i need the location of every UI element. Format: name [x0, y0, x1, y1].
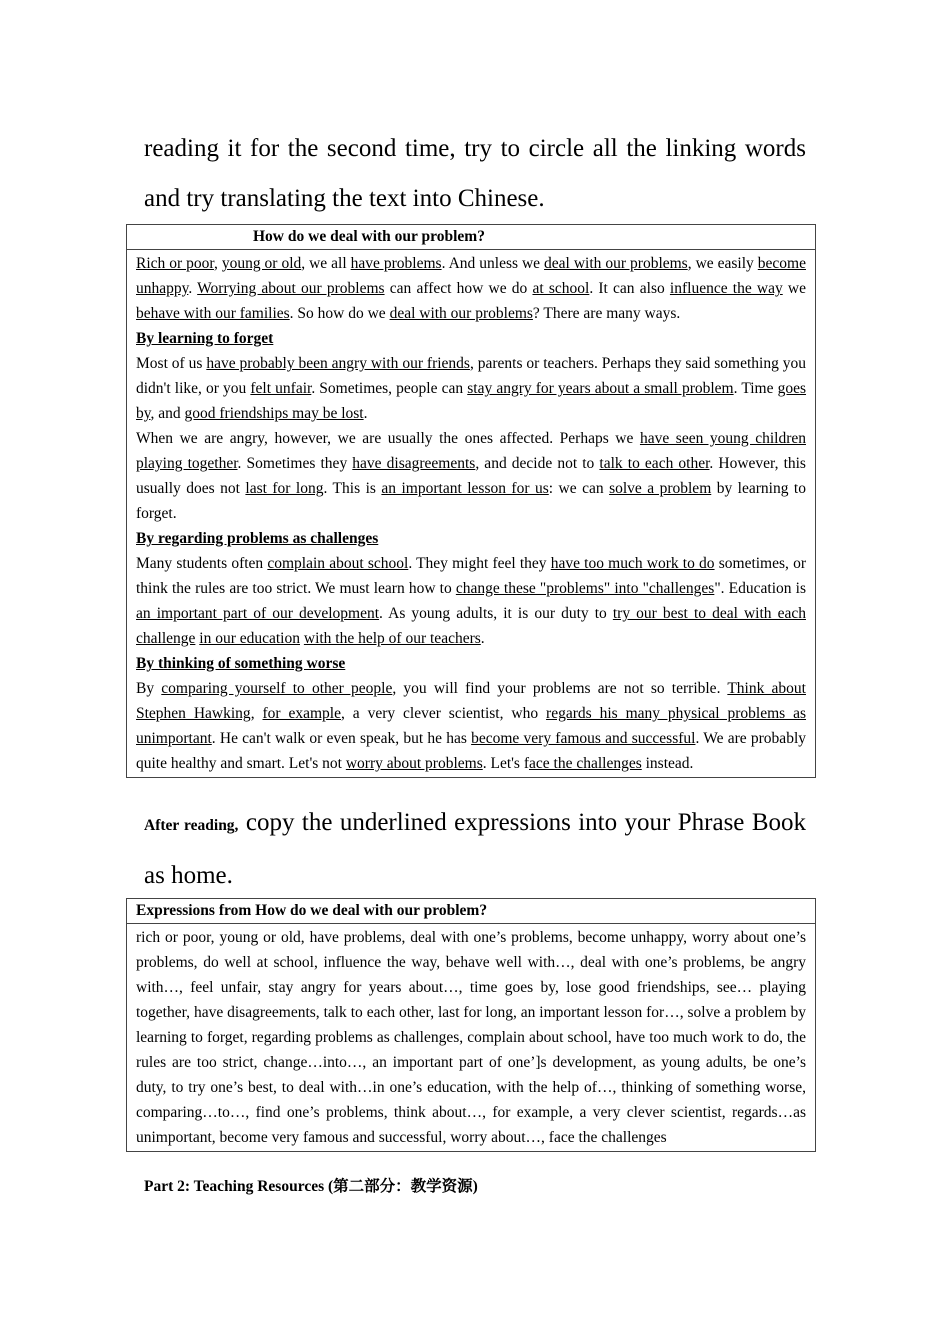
underlined-expression: Think about Stephen Hawking [136, 680, 806, 722]
underlined-expression: become very famous and successful [471, 730, 696, 747]
underlined-expression: talk to each other [599, 455, 710, 472]
underlined-expression: have too much work to do [550, 555, 715, 572]
passage-text: . Let's f [482, 755, 529, 772]
passage-text: ? There are many ways. [532, 305, 681, 322]
passage-text: . So how do we [289, 305, 390, 322]
passage-text: , a very clever scientist, who [340, 705, 547, 722]
passage-text: Many students often [136, 555, 268, 572]
passage-text: . Time [733, 380, 778, 397]
underlined-expression: for example [262, 705, 341, 722]
passage-text: , [250, 705, 263, 722]
passage-text: . [188, 280, 198, 297]
underlined-expression: influence the way [669, 280, 783, 297]
underlined-expression: in our education [199, 630, 300, 647]
expressions-table [126, 898, 816, 1152]
expressions-title: Expressions from How do we deal with our problem? [127, 899, 816, 924]
part2-heading: Part 2: Teaching Resources (第二部分：教学资源) [144, 1178, 478, 1195]
passage-title: How do we deal with our problem? [127, 225, 816, 250]
underlined-expression: an important lesson for us [381, 480, 549, 497]
passage-text: . It can also [589, 280, 670, 297]
underlined-expression: regards his many physical problems as unimportant [136, 705, 807, 747]
passage-text: we [782, 280, 806, 297]
passage-text: Most of us [136, 355, 207, 372]
passage-text: . As young adults, it is our duty to [379, 605, 613, 622]
passage-text: , you will find your problems are not so terrible. [392, 680, 728, 697]
underlined-expression: young or old [221, 255, 302, 272]
underlined-expression: have problems [350, 255, 442, 272]
passage-text: . And unless we [441, 255, 545, 272]
section-heading: By regarding problems as challenges [136, 530, 379, 547]
passage-text: , and decide not to [475, 455, 600, 472]
passage-body [127, 250, 816, 778]
passage-table [126, 224, 816, 778]
passage-text: ". Education is [714, 580, 806, 597]
passage-text: . They might feel they [408, 555, 551, 572]
underlined-expression: Rich or poor [136, 255, 214, 272]
underlined-expression: worry about problems [345, 755, 483, 772]
underlined-expression: goes by [136, 380, 807, 422]
passage-paragraph [136, 551, 806, 651]
underlined-expression: become unhappy [136, 255, 806, 297]
underlined-expression: stay angry for years about a small problem [467, 380, 734, 397]
intro-instruction: reading it for the second time, try to circle all the linking words and try translating the text into Chinese. [144, 135, 806, 212]
underlined-expression: an important part of our development [136, 605, 380, 622]
underlined-expression: deal with our problems [544, 255, 688, 272]
passage-text: . [480, 630, 485, 647]
underlined-expression: try our best to deal with each challenge [136, 605, 806, 647]
passage-text: : we can [548, 480, 610, 497]
after-reading-label: After reading, [144, 817, 239, 834]
section-heading: By thinking of something worse [136, 655, 346, 672]
underlined-expression: Worrying about our problems [197, 280, 385, 297]
after-reading-instruction [144, 798, 806, 901]
underlined-expression: deal with our problems [389, 305, 533, 322]
underlined-expression: ace the challenges [529, 755, 642, 772]
underlined-expression: have probably been angry with our friends [206, 355, 470, 372]
passage-paragraph [136, 676, 806, 776]
underlined-expression: solve a problem [609, 480, 712, 497]
passage-text: can affect how we do [384, 280, 533, 297]
passage-text: . He can't walk or even speak, but he has [211, 730, 472, 747]
underlined-expression: have seen young children playing together [136, 430, 806, 472]
passage-text: By [136, 680, 162, 697]
expressions-list: rich or poor, young or old, have problems, deal with one’s problems, become unhappy, worry about one’s problems, do well at school, influence the way, behave well with…, deal with one’s problems, be angry with…, feel unfair, stay angry for years about…, time goes by, lose good friendships, see… playing together, have disagreements, talk to each other, last for long, an important lesson for…, solve a problem by learning to forget, regarding problems as challenges, complain about school, have too much work to do, the rules are too strict, change…into…, an important part of one’]s development, as young adults, be one’s duty, to try one’s best, to deal with…in one’s education, with the help of…, thinking of something worse, comparing…to…, find one’s problems, think about…, for example, a very clever scientist, regards…as unimportant, become very famous and successful, worry about…, face the challenges [127, 924, 816, 1152]
passage-text: , we all [301, 255, 351, 272]
passage-text: , we easily [687, 255, 758, 272]
passage-text: . However, this usually does not [136, 455, 806, 497]
passage-text: , [213, 255, 222, 272]
passage-text: . This is [323, 480, 382, 497]
passage-text: . Sometimes, people can [311, 380, 468, 397]
underlined-expression: change these "problems" into "challenges [455, 580, 715, 597]
passage-paragraph [136, 426, 806, 526]
passage-text: . [363, 405, 368, 422]
underlined-expression: felt unfair [250, 380, 312, 397]
passage-text: instead. [641, 755, 694, 772]
underlined-expression: have disagreements [352, 455, 476, 472]
underlined-expression: behave with our families [136, 305, 290, 322]
underlined-expression: last for long [245, 480, 324, 497]
passage-paragraph [136, 251, 806, 326]
section-heading: By learning to forget [136, 330, 274, 347]
underlined-expression: with the help of our teachers [303, 630, 481, 647]
after-reading-text: copy the underlined expressions into your Phrase Book as home. [144, 809, 806, 889]
underlined-expression: good friendships may be lost [184, 405, 364, 422]
passage-text: , and [150, 405, 185, 422]
passage-text: , parents or teachers. Perhaps they said something you didn't like, or you [136, 355, 806, 397]
passage-text: When we are angry, however, we are usually the ones affected. Perhaps we [136, 430, 640, 447]
underlined-expression: complain about school [267, 555, 409, 572]
passage-text: by learning to forget. [136, 480, 806, 522]
passage-text: . We are probably quite healthy and smart. Let's not [136, 730, 806, 772]
underlined-expression: comparing yourself to other people [161, 680, 393, 697]
underlined-expression: at school [532, 280, 590, 297]
passage-paragraph [136, 351, 806, 426]
passage-text: sometimes, or think the rules are too strict. We must learn how to [136, 555, 806, 597]
passage-text: . Sometimes they [237, 455, 353, 472]
